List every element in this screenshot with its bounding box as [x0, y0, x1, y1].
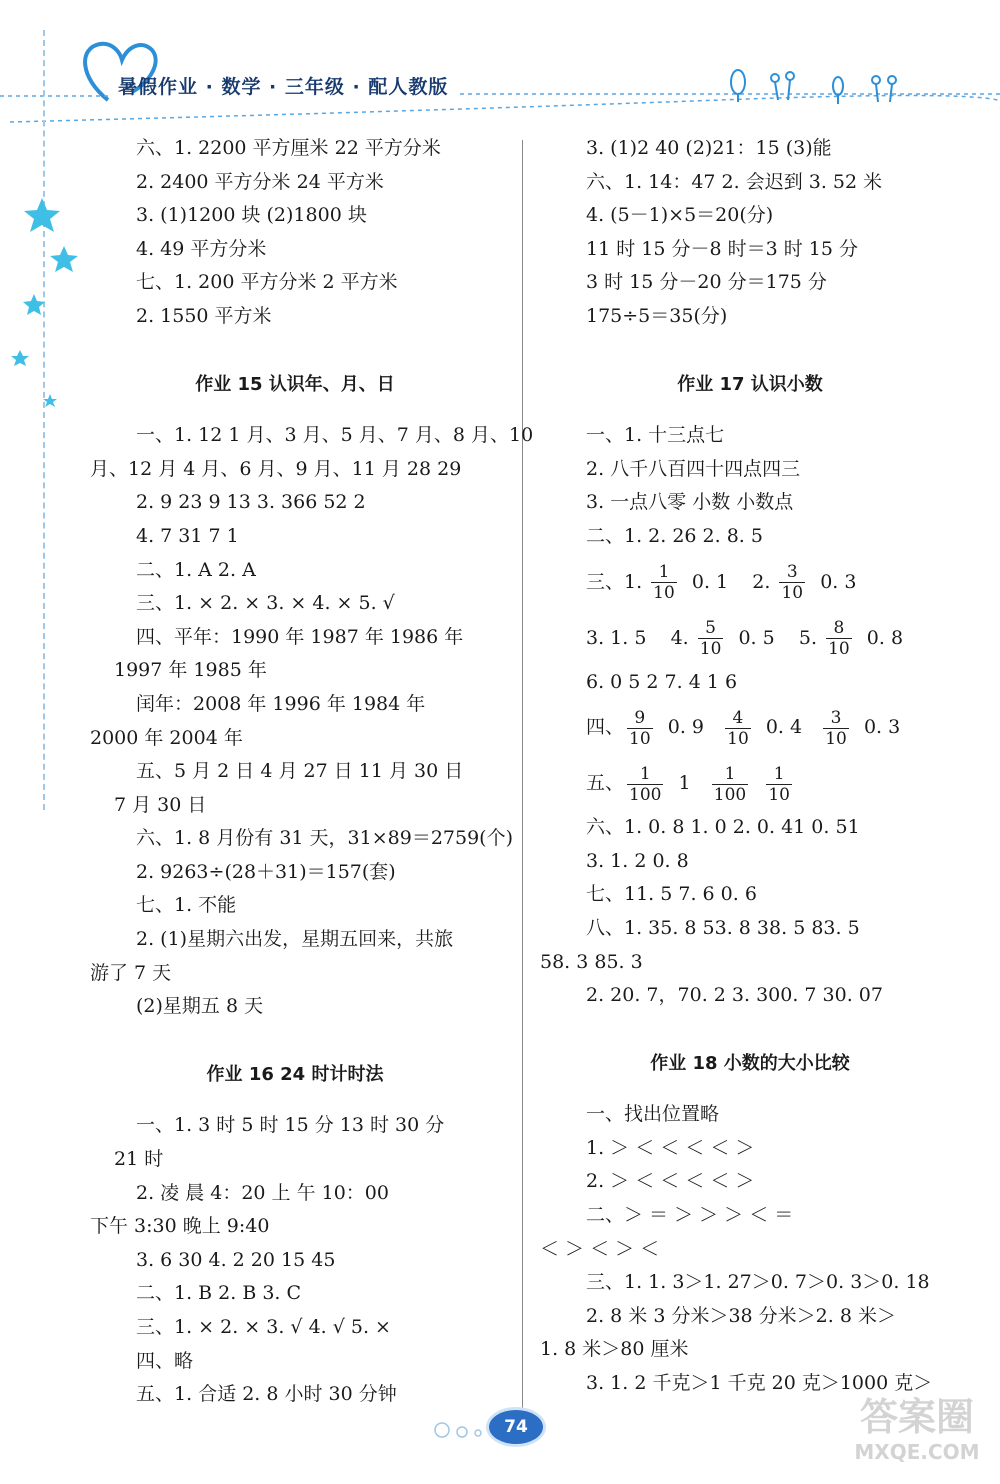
fraction [766, 764, 792, 805]
fraction-denominator: 100 [629, 784, 662, 805]
column-divider [522, 140, 523, 1420]
answer-line: 三、1. × 2. × 3. × 4. × 5. √ [136, 592, 395, 615]
answers-block-17 [540, 419, 960, 1013]
answer-line: 2. 8 米 3 分米＞38 分米＞2. 8 米＞ [586, 1304, 896, 1327]
answer-text [751, 772, 763, 794]
answer-line: (2)星期五 8 天 [136, 995, 264, 1018]
answer-line: 四、略 [136, 1349, 194, 1372]
answer-line: 4. 7 31 7 1 [136, 524, 239, 547]
answer-text: 3. 1. 5 4. [586, 626, 695, 649]
fraction [725, 708, 751, 749]
answer-line: 一、找出位置略 [586, 1103, 720, 1126]
answer-line: 三、1. × 2. × 3. √ 4. √ 5. × [136, 1316, 391, 1338]
answer-line: ＜ ＞ ＜ ＞ ＜ [540, 1237, 660, 1260]
fraction-denominator: 10 [825, 728, 847, 749]
answer-line: 2. (1)星期六出发，星期五回来，共旅 [136, 928, 454, 951]
fraction-denominator: 10 [653, 583, 675, 604]
fraction [826, 618, 852, 659]
answer-text: 0. 8 [854, 626, 904, 649]
fraction-lines-a [540, 554, 960, 666]
answer-line: 3. (1)1200 块 (2)1800 块 [136, 204, 367, 227]
answer-line: 4. (5－1)×5＝20(分) [586, 204, 774, 227]
fraction-denominator: 10 [781, 583, 804, 604]
page-header [0, 0, 1000, 140]
answer-line: 3 时 15 分－20 分＝175 分 [586, 271, 827, 294]
answer-line: 2. 凌 晨 4：20 上 午 10：00 [136, 1181, 389, 1204]
answer-text: 0. 9 [655, 716, 723, 739]
answer-line: 八、1. 35. 8 53. 8 38. 5 83. 5 [586, 916, 860, 939]
fraction-answer-line [540, 755, 960, 811]
page-number: 74 [489, 1410, 543, 1444]
section-heading-16: 作业 16 24 时计时法 [206, 1063, 384, 1085]
star-icon [24, 198, 60, 232]
answer-text: 三、1. [586, 570, 649, 593]
answer-line: 3. (1)2 40 (2)21：15 (3)能 [586, 137, 832, 159]
margin-dashed-line [43, 30, 45, 810]
answer-line: 二、1. B 2. B 3. C [136, 1282, 302, 1305]
fraction-numerator: 5 [698, 618, 724, 639]
answer-line: 五、1. 合适 2. 8 小时 30 分钟 [136, 1383, 397, 1406]
answer-line: 3. 一点八零 小数 小数点 [586, 491, 794, 514]
answer-line: 七、11. 5 7. 6 0. 6 [586, 883, 757, 906]
fraction-denominator: 100 [713, 784, 747, 805]
answer-text: 1 [666, 772, 709, 795]
answer-line: 175÷5＝35(分) [586, 304, 728, 327]
answers-block-15 [90, 419, 534, 1024]
fraction [698, 618, 724, 659]
answer-line: 二、1. 2. 26 2. 8. 5 [586, 524, 763, 547]
answer-line: 四、平年：1990 年 1987 年 1986 年 [136, 625, 464, 648]
section-heading-17: 作业 17 认识小数 [677, 373, 823, 395]
answer-line: 下午 3:30 晚上 9:40 [90, 1215, 270, 1238]
fraction-numerator: 1 [651, 562, 677, 583]
answer-line: 六、1. 0. 8 1. 0 2. 0. 41 0. 51 [586, 816, 860, 839]
answer-line: 58. 3 85. 3 [540, 950, 643, 973]
header-title: 暑假作业 · 数学 · 三年级 · 配人教版 [118, 76, 449, 98]
answer-line: 二、1. A 2. A [136, 558, 256, 581]
fraction-numerator: 8 [826, 618, 852, 639]
answer-line: 11 时 15 分－8 时＝3 时 15 分 [586, 237, 858, 260]
star-icon [43, 394, 57, 407]
fraction-numerator: 1 [766, 764, 792, 785]
fraction [712, 764, 748, 805]
answer-line: 月、12 月 4 月、6 月、9 月、11 月 28 29 [90, 457, 462, 480]
fraction [779, 562, 805, 603]
answer-line: 2000 年 2004 年 [90, 726, 243, 749]
answer-text: 五、 [586, 772, 625, 795]
fraction-numerator: 9 [627, 708, 653, 729]
answer-line: 三、1. 1. 3＞1. 27＞0. 7＞0. 3＞0. 18 [586, 1271, 930, 1294]
fraction-lines-b [540, 699, 960, 811]
fraction-answer-line [540, 610, 960, 666]
answer-line: 1. ＞ ＜ ＜ ＜ ＜ ＞ [586, 1136, 755, 1159]
answers-block-16 [90, 1109, 500, 1411]
answer-line: 六、1. 2200 平方厘米 22 平方分米 [136, 137, 441, 159]
fraction-numerator: 3 [779, 562, 805, 583]
fraction [823, 708, 849, 749]
answer-text: 0. 3 [851, 716, 901, 739]
section-heading-18: 作业 18 小数的大小比较 [650, 1052, 850, 1074]
section-heading-15: 作业 15 认识年、月、日 [195, 373, 395, 395]
answer-line: 2. 9 23 9 13 3. 366 52 2 [136, 491, 366, 514]
fraction [627, 764, 663, 805]
fraction [627, 708, 653, 749]
star-icon [11, 350, 29, 366]
answers-block-previous [90, 132, 500, 334]
answer-line: 一、1. 12 1 月、3 月、5 月、7 月、8 月、10 [136, 424, 534, 447]
answer-text: 0. 3 [808, 570, 857, 593]
header-decoration [0, 0, 1000, 140]
answers-block-previous-right [540, 132, 960, 334]
fraction-denominator: 10 [768, 784, 790, 805]
fraction-denominator: 10 [699, 639, 722, 660]
answer-line: 六、1. 8 月份有 31 天，31×89＝2759(个) [136, 827, 514, 850]
answer-line: 4. 49 平方分米 [136, 237, 267, 260]
star-icon [23, 294, 45, 315]
answer-line: 2. 9263÷(28＋31)＝157(套) [136, 860, 396, 883]
answer-line: 六、1. 14：47 2. 会迟到 3. 52 米 [586, 170, 883, 193]
footer-dots [430, 1420, 490, 1440]
watermark-bottom: MXQE.COM [854, 1440, 980, 1464]
star-decorations [0, 190, 80, 420]
answer-line: 2. 20. 7，70. 2 3. 300. 7 30. 07 [586, 984, 883, 1007]
answer-line: 五、5 月 2 日 4 月 27 日 11 月 30 日 [136, 760, 464, 783]
answer-line: 七、1. 200 平方分米 2 平方米 [136, 271, 398, 294]
answer-line: 3. 1. 2 千克＞1 千克 20 克＞1000 克＞ [586, 1372, 933, 1395]
left-column [90, 132, 534, 1412]
fraction-numerator: 3 [823, 708, 849, 729]
answer-line: 二、＞ ＝ ＞ ＞ ＞ ＜ ＝ [586, 1204, 794, 1227]
fraction-numerator: 1 [627, 764, 663, 785]
fraction-numerator: 1 [712, 764, 748, 785]
watermark [842, 1394, 992, 1474]
answer-line: 闰年：2008 年 1996 年 1984 年 [136, 692, 426, 715]
answer-line: 2. 1550 平方米 [136, 304, 272, 327]
answer-line: 21 时 [114, 1148, 164, 1171]
fraction [651, 562, 677, 603]
answer-text: 0. 1 2. [679, 570, 777, 593]
fraction-answer-line [540, 554, 960, 610]
star-icon [50, 246, 78, 272]
answer-line: 7 月 30 日 [114, 793, 207, 816]
answer-text: 0. 5 5. [726, 626, 824, 649]
answer-line: 3. 6 30 4. 2 20 15 45 [136, 1248, 336, 1271]
answer-line: 6. 0 5 2 7. 4 1 6 [586, 670, 738, 693]
fraction-numerator: 4 [725, 708, 751, 729]
answer-line: 1. 8 米＞80 厘米 [540, 1338, 689, 1361]
answer-line: 一、1. 3 时 5 时 15 分 13 时 30 分 [136, 1114, 445, 1137]
fraction-denominator: 10 [828, 639, 850, 660]
answer-text: 0. 4 [753, 716, 821, 739]
answers-block-18 [540, 1098, 960, 1400]
watermark-top: 答案圈 [859, 1395, 974, 1439]
answer-text: 四、 [586, 716, 625, 739]
answer-line: 一、1. 十三点七 [586, 424, 725, 447]
fraction-denominator: 10 [727, 728, 749, 749]
fraction-denominator: 10 [629, 728, 651, 749]
answer-line: 2. 2400 平方分米 24 平方米 [136, 170, 384, 193]
answer-line: 3. 1. 2 0. 8 [586, 849, 689, 872]
fraction-answer-line [540, 699, 960, 755]
answer-line: 游了 7 天 [90, 961, 172, 984]
answer-line: 七、1. 不能 [136, 894, 237, 917]
answer-line: 2. 八千八百四十四点四三 [586, 457, 801, 480]
answer-line: 2. ＞ ＜ ＜ ＜ ＜ ＞ [586, 1170, 755, 1193]
right-column [540, 132, 960, 1401]
answer-line: 1997 年 1985 年 [114, 659, 267, 682]
